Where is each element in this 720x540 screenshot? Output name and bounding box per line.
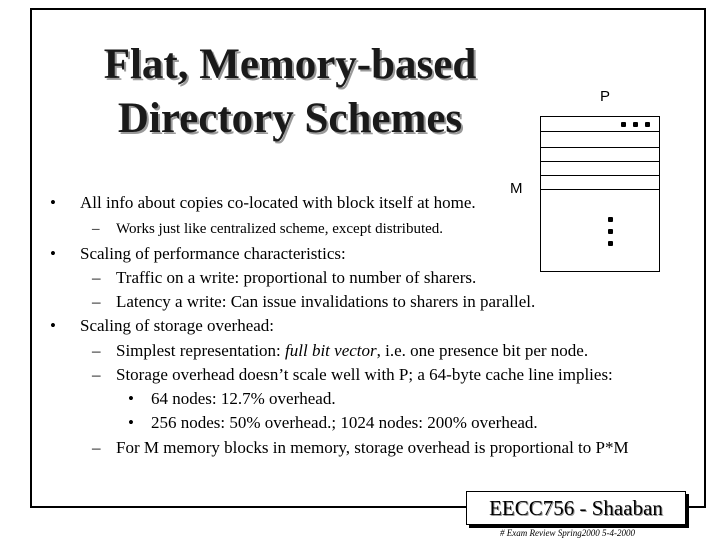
diagram-row-divider: [541, 161, 659, 162]
footer-note: # Exam Review Spring2000 5-4-2000: [500, 528, 635, 538]
sub-sub-bullet-text: 256 nodes: 50% overhead.; 1024 nodes: 200% overhead.: [151, 413, 538, 432]
memory-label: M: [510, 180, 523, 197]
sub-bullet-text-prefix: Simplest representation:: [116, 341, 286, 360]
sub-bullet-text: Latency a write: Can issue invalidations to sharers in parallel.: [116, 292, 536, 311]
sub-bullet-text: For M memory blocks in memory, storage overhead is proportional to P*M: [116, 438, 629, 457]
sub-sub-bullet-marker: •: [128, 389, 134, 408]
vertical-ellipsis-dot-icon: [608, 217, 613, 222]
processor-label: P: [600, 88, 611, 105]
sub-bullet-marker: –: [92, 268, 101, 287]
ellipsis-dot-icon: [633, 122, 638, 127]
bullet-marker: •: [50, 316, 56, 335]
sub-bullet-text: Works just like centralized scheme, except distributed.: [116, 221, 444, 237]
sub-bullet-text: Storage overhead doesn’t scale well with P; a 64-byte cache line implies:: [116, 365, 613, 384]
diagram-row-divider: [541, 175, 659, 176]
bullet-marker: •: [50, 244, 56, 263]
sub-bullet-marker: –: [92, 341, 101, 360]
sub-bullet-text-suffix: , i.e. one presence bit per node.: [376, 341, 589, 360]
bullet-text: Scaling of storage overhead:: [80, 316, 275, 335]
sub-bullet-marker: –: [92, 365, 101, 384]
directory-memory-diagram: [540, 116, 660, 272]
course-label: EECC756 - Shaaban: [489, 496, 663, 520]
bullet-text: All info about copies co-located with block itself at home.: [80, 193, 476, 212]
sub-bullet-marker: –: [92, 292, 101, 311]
title-line-1: Flat, Memory-based: [103, 41, 477, 88]
emphasis-text: full bit vector: [285, 341, 377, 360]
sub-bullet-marker: –: [92, 221, 100, 237]
bullet-text: Scaling of performance characteristics:: [80, 244, 346, 263]
sub-sub-bullet-marker: •: [128, 413, 134, 432]
sub-bullet-text: [116, 341, 588, 361]
sub-sub-bullet-text: 64 nodes: 12.7% overhead.: [151, 389, 336, 408]
diagram-row-divider: [541, 147, 659, 148]
bullet-marker: •: [50, 193, 56, 212]
ellipsis-dot-icon: [645, 122, 650, 127]
diagram-row-divider: [541, 189, 659, 190]
course-footer-box: [466, 491, 686, 525]
title-line-2: Directory Schemes: [117, 95, 463, 142]
vertical-ellipsis-dot-icon: [608, 241, 613, 246]
vertical-ellipsis-dot-icon: [608, 229, 613, 234]
diagram-row-divider: [541, 131, 659, 132]
ellipsis-dot-icon: [621, 122, 626, 127]
sub-bullet-marker: –: [92, 438, 101, 457]
slide-title: [55, 38, 525, 146]
sub-bullet-text: Traffic on a write: proportional to number of sharers.: [116, 268, 477, 287]
